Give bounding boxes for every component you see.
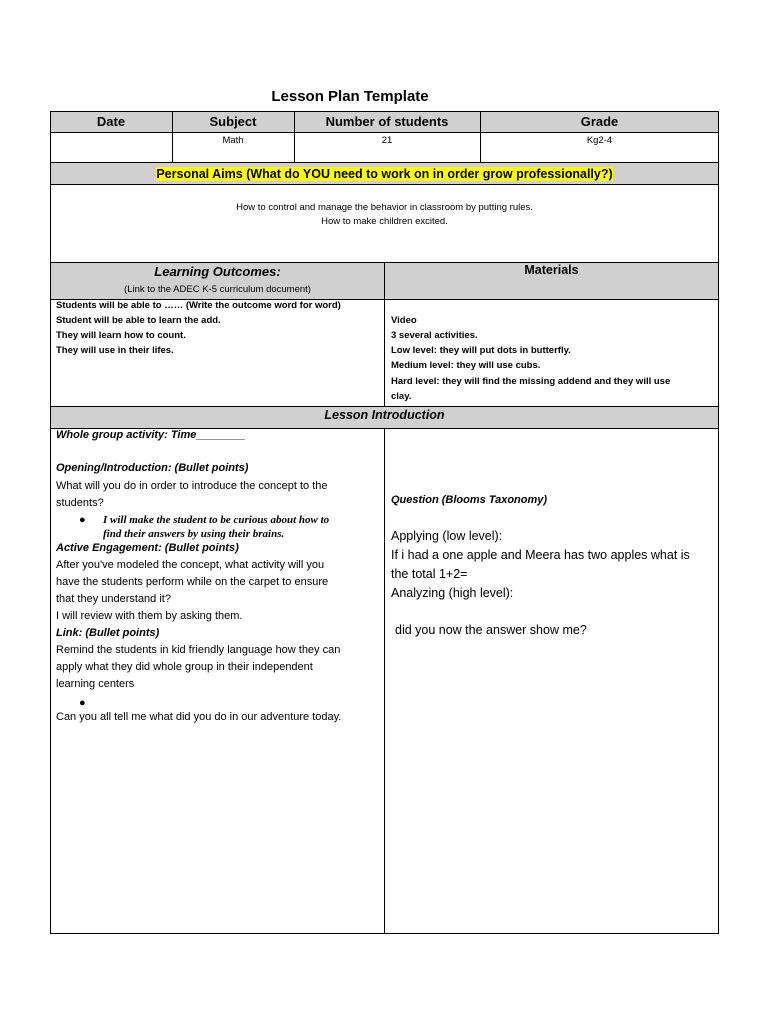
opening-bullet-line-2: find their answers by using their brains. xyxy=(103,528,285,540)
material-line-5: Hard level: they will find the missing addend and they will use xyxy=(391,376,671,387)
link-line-3: learning centers xyxy=(56,678,135,690)
materials-heading: Materials xyxy=(524,263,579,277)
question-2: did you now the answer show me? xyxy=(395,623,587,637)
outcome-line-1: Students will be able to …… (Write the outcome word for word) xyxy=(56,300,341,311)
students-value: 21 xyxy=(381,135,393,146)
outcomes-heading: Learning Outcomes: xyxy=(154,264,281,279)
engagement-line-1: After you've modeled the concept, what activity will you xyxy=(56,559,325,571)
link-line-2: apply what they did whole group in their independent xyxy=(56,661,313,673)
analyzing-label: Analyzing (high level): xyxy=(391,586,514,600)
material-line-6: clay. xyxy=(391,391,412,402)
bullet-icon: ● xyxy=(79,697,86,709)
personal-aims-heading: Personal Aims (What do YOU need to work on in order grow professionally?) xyxy=(156,167,613,181)
grade-value: Kg2-4 xyxy=(586,135,613,146)
personal-aims-heading-wrap xyxy=(50,165,719,183)
outcome-line-4: They will use in their lifes. xyxy=(56,345,174,356)
lesson-intro-heading: Lesson Introduction xyxy=(324,408,445,422)
whole-group-activity: Whole group activity: Time________ xyxy=(56,429,246,441)
grade-header: Grade xyxy=(580,114,619,129)
opening-heading: Opening/Introduction: (Bullet points) xyxy=(56,462,249,474)
material-line-2: 3 several activities. xyxy=(391,330,478,341)
engagement-heading: Active Engagement: (Bullet points) xyxy=(56,542,239,554)
date-header: Date xyxy=(96,114,126,129)
closing-question: Can you all tell me what did you do in our adventure today. xyxy=(56,711,342,723)
applying-label: Applying (low level): xyxy=(391,529,503,543)
outcome-line-3: They will learn how to count. xyxy=(56,330,186,341)
page-title: Lesson Plan Template xyxy=(271,88,429,105)
students-header: Number of students xyxy=(325,114,449,129)
link-heading: Link: (Bullet points) xyxy=(56,627,160,639)
link-line-1: Remind the students in kid friendly language how they can xyxy=(56,644,341,656)
subject-header: Subject xyxy=(209,114,257,129)
material-line-1: Video xyxy=(391,315,417,326)
bullet-icon: ● xyxy=(79,514,86,526)
question-heading: Question (Blooms Taxonomy) xyxy=(391,494,548,506)
engagement-line-4: I will review with them by asking them. xyxy=(56,610,243,622)
personal-aims-line-1: How to control and manage the behavior in classroom by putting rules. xyxy=(236,202,533,213)
engagement-line-3: that they understand it? xyxy=(56,593,171,605)
opening-bullet-line-1: I will make the student to be curious about how to xyxy=(103,514,330,526)
outcome-line-2: Student will be able to learn the add. xyxy=(56,315,221,326)
material-line-4: Medium level: they will use cubs. xyxy=(391,360,541,371)
opening-text-1: What will you do in order to introduce the concept to the xyxy=(56,480,328,492)
opening-text-2: students? xyxy=(56,497,104,509)
material-line-3: Low level: they will put dots in butterfly. xyxy=(391,345,571,356)
engagement-line-2: have the students perform while on the carpet to ensure xyxy=(56,576,329,588)
outcomes-subheading: (Link to the ADEC K-5 curriculum document) xyxy=(124,284,311,295)
question-1-line-1: If i had a one apple and Meera has two apples what is xyxy=(391,548,690,562)
personal-aims-line-2: How to make children excited. xyxy=(321,216,448,227)
subject-value: Math xyxy=(222,135,244,146)
question-1-line-2: the total 1+2= xyxy=(391,567,468,581)
